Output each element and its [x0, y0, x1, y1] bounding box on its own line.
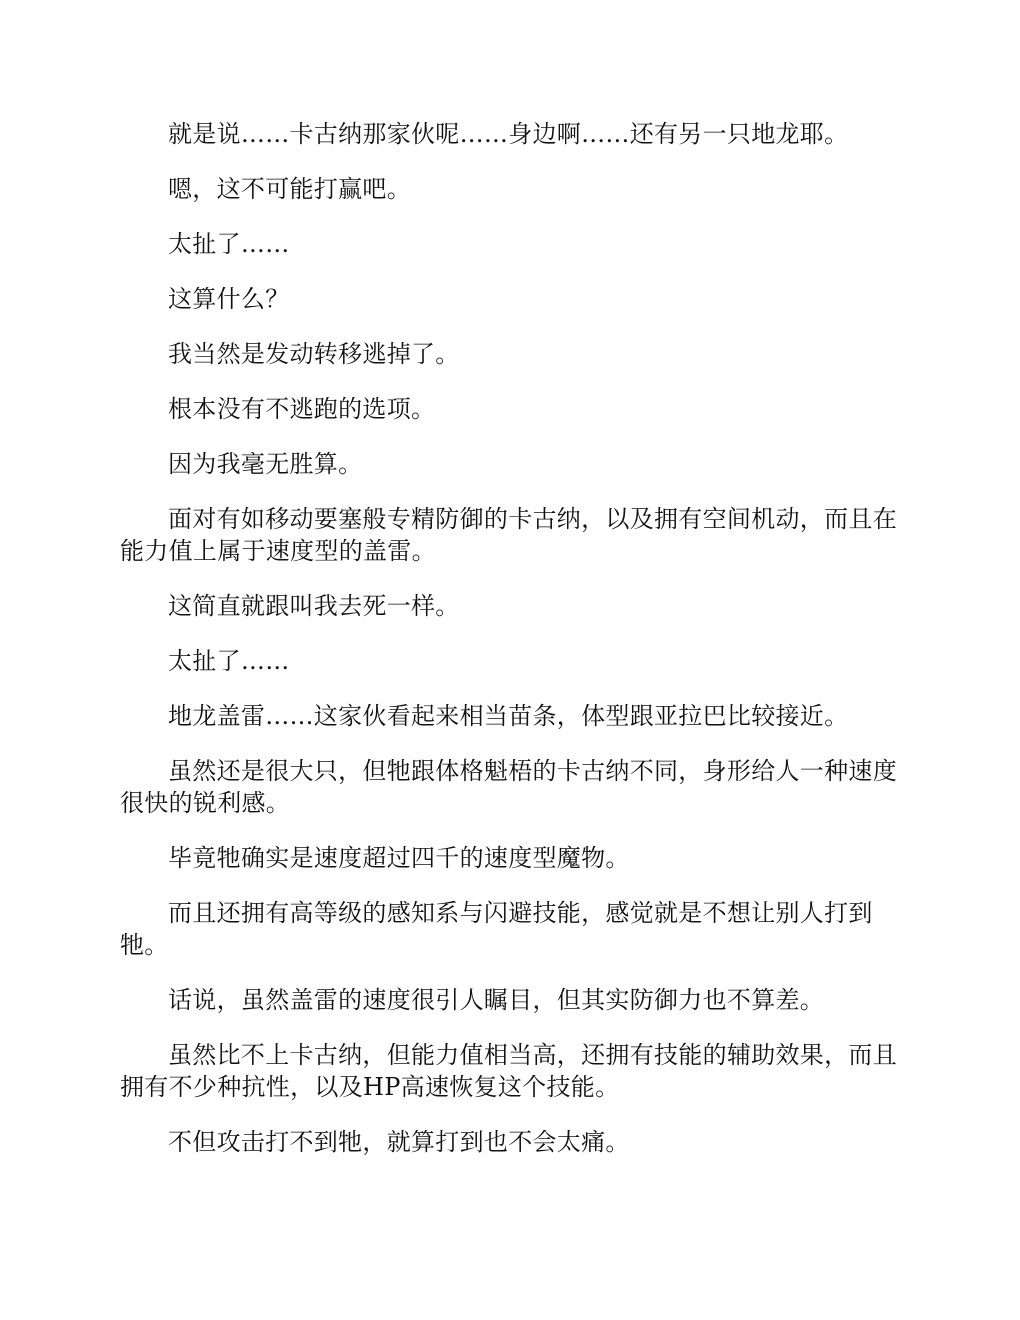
paragraph-5: 我当然是发动转移逃掉了。 [168, 340, 460, 368]
paragraph-10: 太扯了…… [168, 647, 290, 675]
paragraph-7: 因为我毫无胜算。 [168, 450, 363, 478]
paragraph-11: 地龙盖雷……这家伙看起来相当苗条，体型跟亚拉巴比较接近。 [168, 702, 849, 730]
paragraph-6: 根本没有不逃跑的选项。 [168, 395, 436, 423]
paragraph-2: 嗯，这不可能打赢吧。 [168, 175, 411, 203]
paragraph-17: 不但攻击打不到牠，就算打到也不会太痛。 [168, 1128, 630, 1156]
paragraph-15: 话说，虽然盖雷的速度很引人瞩目，但其实防御力也不算差。 [168, 986, 825, 1014]
paragraph-16: 虽然比不上卡古纳，但能力值相当高，还拥有技能的辅助效果，而且拥有不少种抗性，以及HP高速恢复这个技能。 [120, 1041, 897, 1101]
paragraph-3: 太扯了…… [168, 230, 290, 258]
paragraph-8: 面对有如移动要塞般专精防御的卡古纳，以及拥有空间机动，而且在能力值上属于速度型的盖雷。 [120, 505, 897, 565]
paragraph-13: 毕竟牠确实是速度超过四千的速度型魔物。 [168, 844, 630, 872]
document-page [120, 118, 900, 1181]
paragraph-12: 虽然还是很大只，但牠跟体格魁梧的卡古纳不同，身形给人一种速度很快的锐利感。 [120, 757, 897, 817]
paragraph-4: 这算什么？ [168, 285, 290, 313]
paragraph-14: 而且还拥有高等级的感知系与闪避技能，感觉就是不想让别人打到牠。 [120, 899, 873, 959]
paragraph-1: 就是说……卡古纳那家伙呢……身边啊……还有另一只地龙耶。 [168, 120, 849, 148]
paragraph-9: 这简直就跟叫我去死一样。 [168, 592, 460, 620]
